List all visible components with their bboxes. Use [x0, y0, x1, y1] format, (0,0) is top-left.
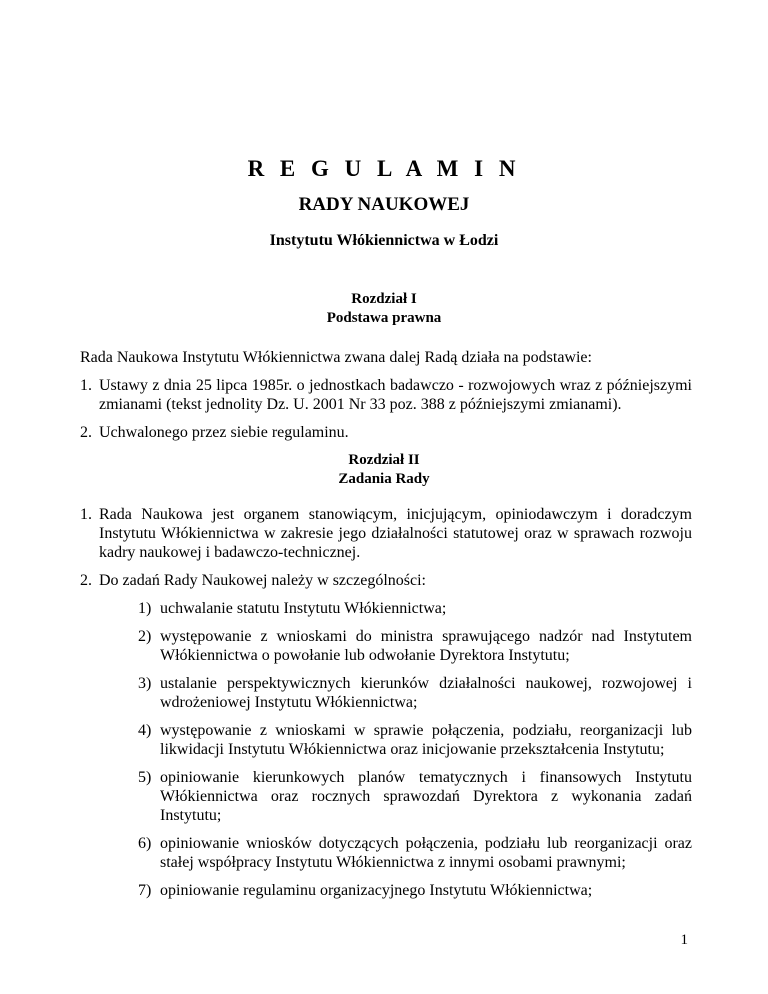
- sub-list-item: [138, 834, 692, 872]
- list-item-text: Do zadań Rady Naukowej należy w szczególności:: [99, 572, 426, 589]
- sub-item-text: opiniowanie regulaminu organizacyjnego Instytutu Włókiennictwa;: [160, 882, 593, 899]
- sub-item-number: 5): [138, 769, 152, 786]
- sub-item-number: 4): [138, 722, 152, 739]
- chapter-1-intro: Rada Naukowa Instytutu Włókiennictwa zwana dalej Radą działa na podstawie:: [80, 349, 592, 366]
- sub-list-item: [138, 721, 692, 759]
- list-item-text: Ustawy z dnia 25 lipca 1985r. o jednostkach badawczo - rozwojowych wraz z późniejszymi zmianami (tekst jednolity Dz. U. 2001 Nr 33 poz. 388 z późniejszymi zmianami).: [99, 377, 692, 413]
- list-item-number: 1.: [80, 506, 92, 523]
- list-item-text: Uchwalonego przez siebie regulaminu.: [99, 424, 349, 441]
- chapter-1-name: Podstawa prawna: [326, 310, 442, 326]
- chapter-1-heading: [0, 290, 768, 328]
- sub-item-number: 7): [138, 882, 152, 899]
- sub-item-text: występowanie z wnioskami w sprawie połączenia, podziału, reorganizacji lub likwidacji Instytutu Włókiennictwa oraz inicjowanie przekształcenia Instytutu;: [160, 722, 692, 758]
- chapter-2-number: Rozdział II: [348, 452, 420, 468]
- sub-list-item: [138, 768, 692, 825]
- chapter-2-name: Zadania Rady: [338, 471, 430, 487]
- sub-list-item: [138, 627, 692, 665]
- sub-item-text: ustalanie perspektywicznych kierunków działalności naukowej, rozwojowej i wdrożeniowej Instytutu Włókiennictwa;: [160, 675, 692, 711]
- sub-item-number: 1): [138, 600, 152, 617]
- sub-item-number: 6): [138, 835, 152, 852]
- sub-item-number: 3): [138, 675, 152, 692]
- chapter-1-number: Rozdział I: [351, 291, 417, 307]
- document-title: R E G U L A M I N: [247, 156, 521, 181]
- document-subtitle: RADY NAUKOWEJ: [298, 194, 470, 215]
- sub-item-text: uchwalanie statutu Instytutu Włókiennictwa;: [160, 600, 447, 617]
- sub-list-item: [138, 599, 692, 618]
- sub-item-text: opiniowanie wniosków dotyczących połączenia, podziału lub reorganizacji oraz stałej współpracy Instytutu Włókiennictwa z innymi osobami prawnymi;: [160, 835, 692, 871]
- chapter-2-heading: [0, 451, 768, 489]
- sub-item-text: opiniowanie kierunkowych planów tematycznych i finansowych Instytutu Włókiennictwa oraz rocznych sprawozdań Dyrektora z wykonania zadań Instytutu;: [160, 769, 692, 824]
- list-item-text: Rada Naukowa jest organem stanowiącym, inicjującym, opiniodawczym i doradczym Instytutu Włókiennictwa w zakresie jego działalności statutowej oraz w sprawach rozwoju kadry naukowej i badawczo-technicznej.: [99, 506, 692, 561]
- sub-item-number: 2): [138, 628, 152, 645]
- list-item: [80, 505, 692, 562]
- list-item: [80, 376, 692, 414]
- list-item: [80, 571, 692, 590]
- sub-item-text: występowanie z wnioskami do ministra sprawującego nadzór nad Instytutem Włókiennictwa o powołanie lub odwołanie Dyrektora Instytutu;: [160, 628, 692, 664]
- list-item: [80, 423, 692, 442]
- page-number: 1: [680, 932, 688, 948]
- sub-list-item: [138, 674, 692, 712]
- list-item-number: 1.: [80, 377, 92, 394]
- list-item-number: 2.: [80, 424, 92, 441]
- sub-list-item: [138, 881, 692, 900]
- list-item-number: 2.: [80, 572, 92, 589]
- institute-name: Instytutu Włókiennictwa w Łodzi: [269, 232, 499, 249]
